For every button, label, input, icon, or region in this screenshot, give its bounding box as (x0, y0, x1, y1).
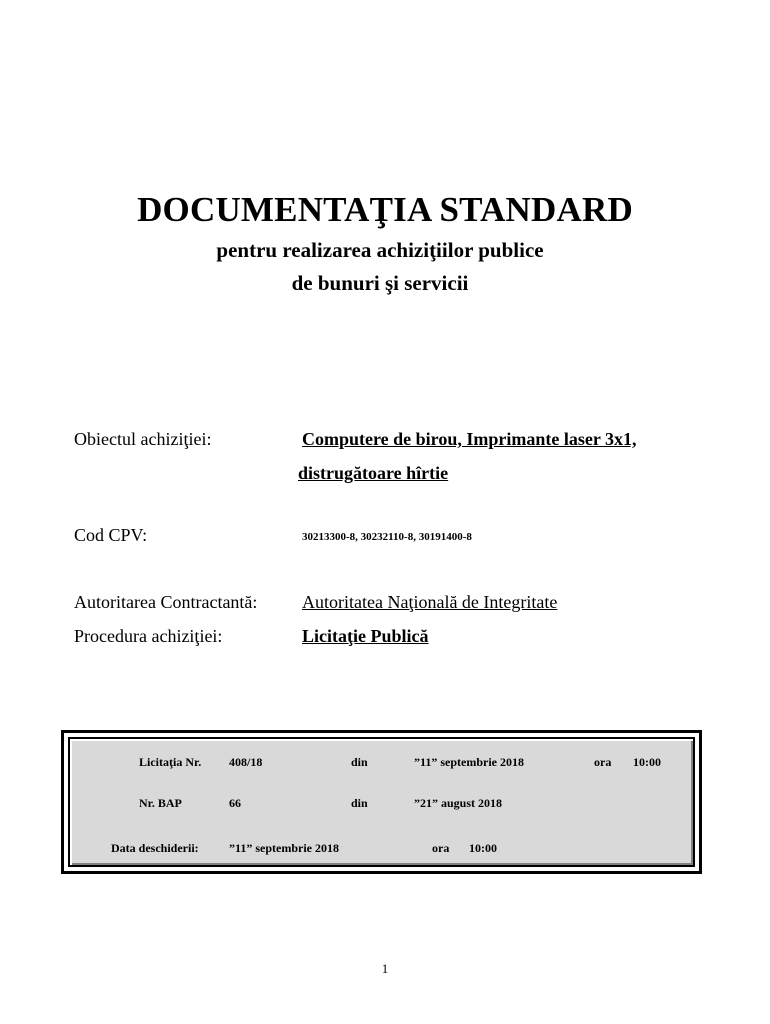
cpv-value: 30213300-8, 30232110-8, 30191400-8 (302, 531, 472, 543)
tender-info-panel (68, 737, 695, 867)
procedure-label: Procedura achiziţiei: (74, 626, 223, 646)
page-number: 1 (381, 961, 389, 976)
bap-din-label: din (351, 796, 368, 810)
tender-info-box (61, 730, 702, 874)
object-value-line2: distrugătoare hîrtie (298, 463, 449, 483)
opening-date-label: Data deschiderii: (111, 841, 199, 855)
document-subtitle-line1: pentru realizarea achiziţiilor publice (216, 238, 544, 262)
tender-number-value: 408/18 (229, 755, 263, 769)
authority-value: Autoritatea Naţională de Integritate (302, 592, 558, 612)
bap-date-value: ”21” august 2018 (414, 796, 503, 810)
object-value-line1: Computere de birou, Imprimante laser 3x1, (302, 429, 637, 449)
cpv-label: Cod CPV: (74, 525, 148, 545)
tender-date-value: ”11” septembrie 2018 (414, 755, 524, 769)
bap-number-value: 66 (229, 796, 241, 810)
tender-number-label: Licitaţia Nr. (139, 755, 202, 769)
document-subtitle-line2: de bunuri şi servicii (291, 271, 469, 295)
tender-din-label: din (351, 755, 368, 769)
document-title: DOCUMENTAŢIA STANDARD (137, 190, 633, 229)
object-label: Obiectul achiziţiei: (74, 429, 212, 449)
opening-date-value: ”11” septembrie 2018 (229, 841, 339, 855)
opening-ora-label: ora (432, 841, 450, 855)
bap-number-label: Nr. BAP (139, 796, 182, 810)
opening-time-value: 10:00 (469, 841, 497, 855)
tender-ora-label: ora (594, 755, 612, 769)
authority-label: Autoritarea Contractantă: (74, 592, 258, 612)
procedure-value: Licitaţie Publică (302, 626, 429, 646)
tender-time-value: 10:00 (633, 755, 661, 769)
